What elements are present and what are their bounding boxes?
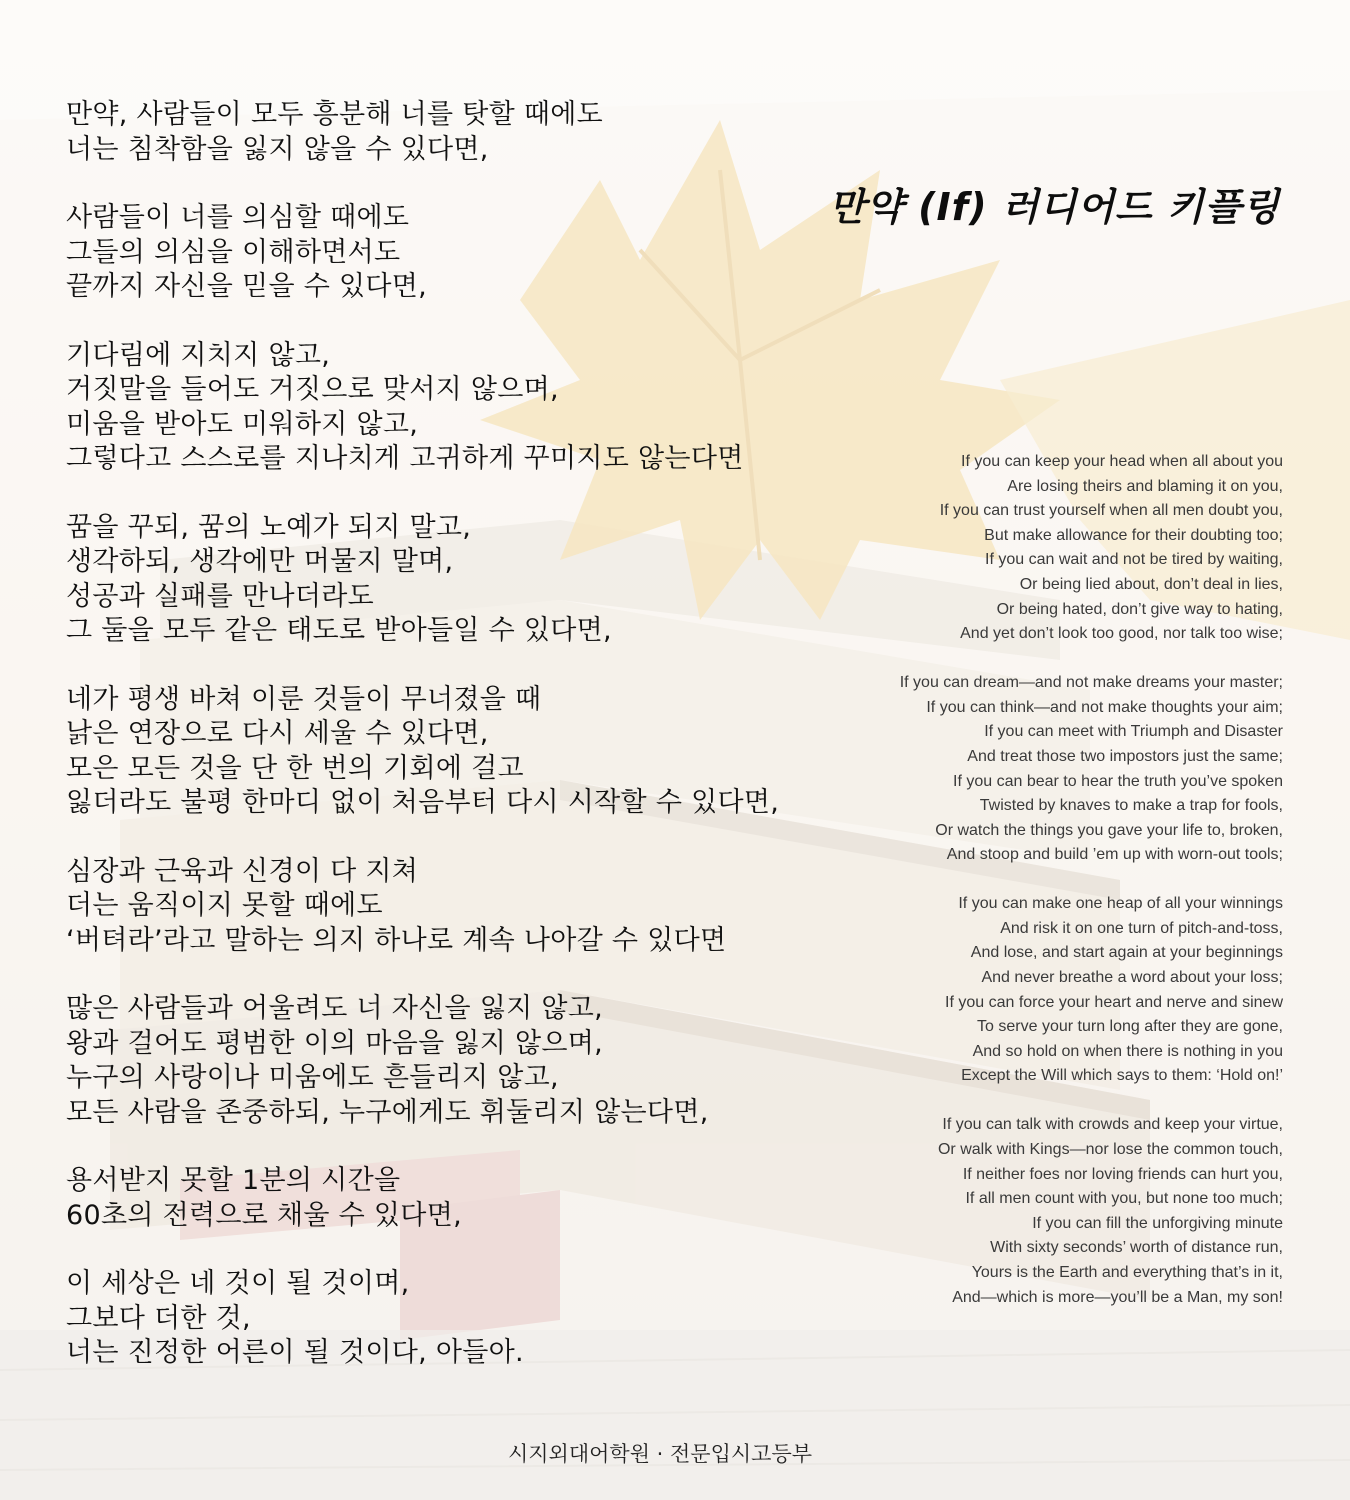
poem-line: And so hold on when there is nothing in you (972, 1042, 1283, 1060)
poem-line: 낡은 연장으로 다시 세울 수 있다면, (66, 718, 489, 749)
poem-line: 미움을 받아도 미워하지 않고, (66, 408, 419, 440)
poem-line: Except the Will which says to them: ‘Hold on!’ (961, 1067, 1283, 1085)
poem-line: And lose, and start again at your beginnings (970, 944, 1283, 962)
korean-stanza (66, 98, 856, 167)
poem-line: 그렇다고 스스로를 지나치게 고귀하게 꾸미지도 않는다면 (66, 443, 744, 474)
poem-line: 더는 움직이지 못할 때에도 (66, 890, 383, 921)
poem-line: ‘버텨라’라고 말하는 의지 하나로 계속 나아갈 수 있다면 (66, 924, 727, 956)
poem-line: Or watch the things you gave your life to, broken, (935, 821, 1283, 839)
poem-title: 만약 (If) 러디어드 키플링 (828, 185, 1280, 229)
poem-line: If you can fill the unforgiving minute (1032, 1214, 1283, 1232)
poem-line: 그보다 더한 것, (66, 1302, 251, 1334)
poem-line: 너는 진정한 어른이 될 것이다, 아들아. (66, 1337, 524, 1368)
poem-line: 너는 침착함을 잃지 않을 수 있다면, (66, 133, 489, 165)
english-stanza (723, 892, 1283, 1089)
korean-stanza (66, 201, 856, 305)
poem-line: 많은 사람들과 어울려도 너 자신을 잃지 않고, (66, 993, 604, 1024)
poem-line: To serve your turn long after they are gone, (977, 1018, 1283, 1036)
poem-line: If you can make one heap of all your winnings (958, 895, 1283, 913)
poem-line: 심장과 근육과 신경이 다 지쳐 (66, 855, 419, 887)
poem-line: Or being lied about, don’t deal in lies, (1019, 575, 1283, 593)
poem-line: And risk it on one turn of pitch-and-toss, (1000, 919, 1283, 937)
poem-line: 기다림에 지치지 않고, (66, 339, 331, 371)
poem-line: If you can wait and not be tired by waiting, (985, 551, 1283, 569)
poem-line: 성공과 실패를 만나더라도 (66, 580, 374, 612)
poem-line: 그 둘을 모두 같은 태도로 받아들일 수 있다면, (66, 615, 612, 646)
poem-line: If all men count with you, but none too much; (965, 1190, 1283, 1208)
poem-line: Or walk with Kings—nor lose the common touch, (937, 1141, 1283, 1159)
poem-line: But make allowance for their doubting too; (984, 526, 1283, 544)
english-stanza (723, 450, 1283, 647)
footer-text: 시지외대어학원 · 전문입시고등부 (507, 1442, 813, 1466)
poem-line: 용서받지 못할 1분의 시간을 (66, 1165, 401, 1196)
poem-line: 그들의 의심을 이해하면서도 (66, 236, 401, 268)
poem-line: And yet don’t look too good, nor talk too wise; (960, 625, 1283, 643)
poem-line: If you can talk with crowds and keep your virtue, (942, 1116, 1283, 1134)
poem-line: 모든 사람을 존중하되, 누구에게도 휘둘리지 않는다면, (66, 1096, 709, 1128)
poem-line: If you can force your heart and nerve and sinew (945, 993, 1283, 1011)
poem-line: And treat those two impostors just the same; (967, 747, 1283, 765)
poem-line: 사람들이 너를 의심할 때에도 (66, 202, 410, 233)
english-poem (723, 450, 1283, 1335)
poem-line: 네가 평생 바쳐 이룬 것들이 무너졌을 때 (66, 683, 542, 715)
poem-line: Yours is the Earth and everything that’s in it, (971, 1263, 1283, 1281)
poem-line: 누구의 사랑이나 미움에도 흔들리지 않고, (66, 1062, 559, 1093)
poem-line: If you can think—and not make thoughts your aim; (926, 698, 1283, 716)
poem-line: If you can trust yourself when all men doubt you, (939, 502, 1283, 520)
poem-line: 만약, 사람들이 모두 흥분해 너를 탓할 때에도 (66, 99, 604, 130)
poem-line: 이 세상은 네 것이 될 것이며, (66, 1268, 410, 1299)
poem-line: Twisted by knaves to make a trap for fools, (979, 797, 1283, 815)
poem-line: And never breathe a word about your loss; (981, 969, 1283, 987)
poem-line: And—which is more—you’ll be a Man, my son! (952, 1288, 1283, 1306)
poem-line: If you can bear to hear the truth you’ve spoken (953, 772, 1283, 790)
poem-line: And stoop and build ’em up with worn-out tools; (946, 846, 1283, 864)
poem-line: 왕과 걸어도 평범한 이의 마음을 잃지 않으며, (66, 1027, 604, 1059)
poem-line: If you can keep your head when all about you (961, 453, 1283, 470)
poem-line: 꿈을 꾸되, 꿈의 노예가 되지 말고, (66, 511, 472, 543)
poem-line: 잃더라도 불평 한마디 없이 처음부터 다시 시작할 수 있다면, (66, 787, 780, 818)
poem-line: If you can meet with Triumph and Disaster (984, 723, 1283, 741)
footer-academy-name (0, 1438, 1350, 1468)
poem-line: 거짓말을 들어도 거짓으로 맞서지 않으며, (66, 374, 559, 405)
poem-line: 모은 모든 것을 단 한 번의 기회에 걸고 (66, 752, 524, 784)
poem-line: 생각하되, 생각에만 머물지 말며, (66, 546, 454, 577)
poem-line: With sixty seconds’ worth of distance run, (990, 1239, 1283, 1257)
poem-line: If neither foes nor loving friends can hurt you, (962, 1165, 1283, 1183)
poem-line: 끝까지 자신을 믿을 수 있다면, (66, 271, 427, 302)
poem-line: 60초의 전력으로 채울 수 있다면, (66, 1199, 462, 1231)
poem-line: Are losing theirs and blaming it on you, (1007, 477, 1283, 495)
english-stanza (723, 1113, 1283, 1310)
english-stanza (723, 671, 1283, 868)
poem-line: Or being hated, don’t give way to hating, (996, 600, 1283, 618)
poem-line: If you can dream—and not make dreams your master; (899, 674, 1283, 692)
